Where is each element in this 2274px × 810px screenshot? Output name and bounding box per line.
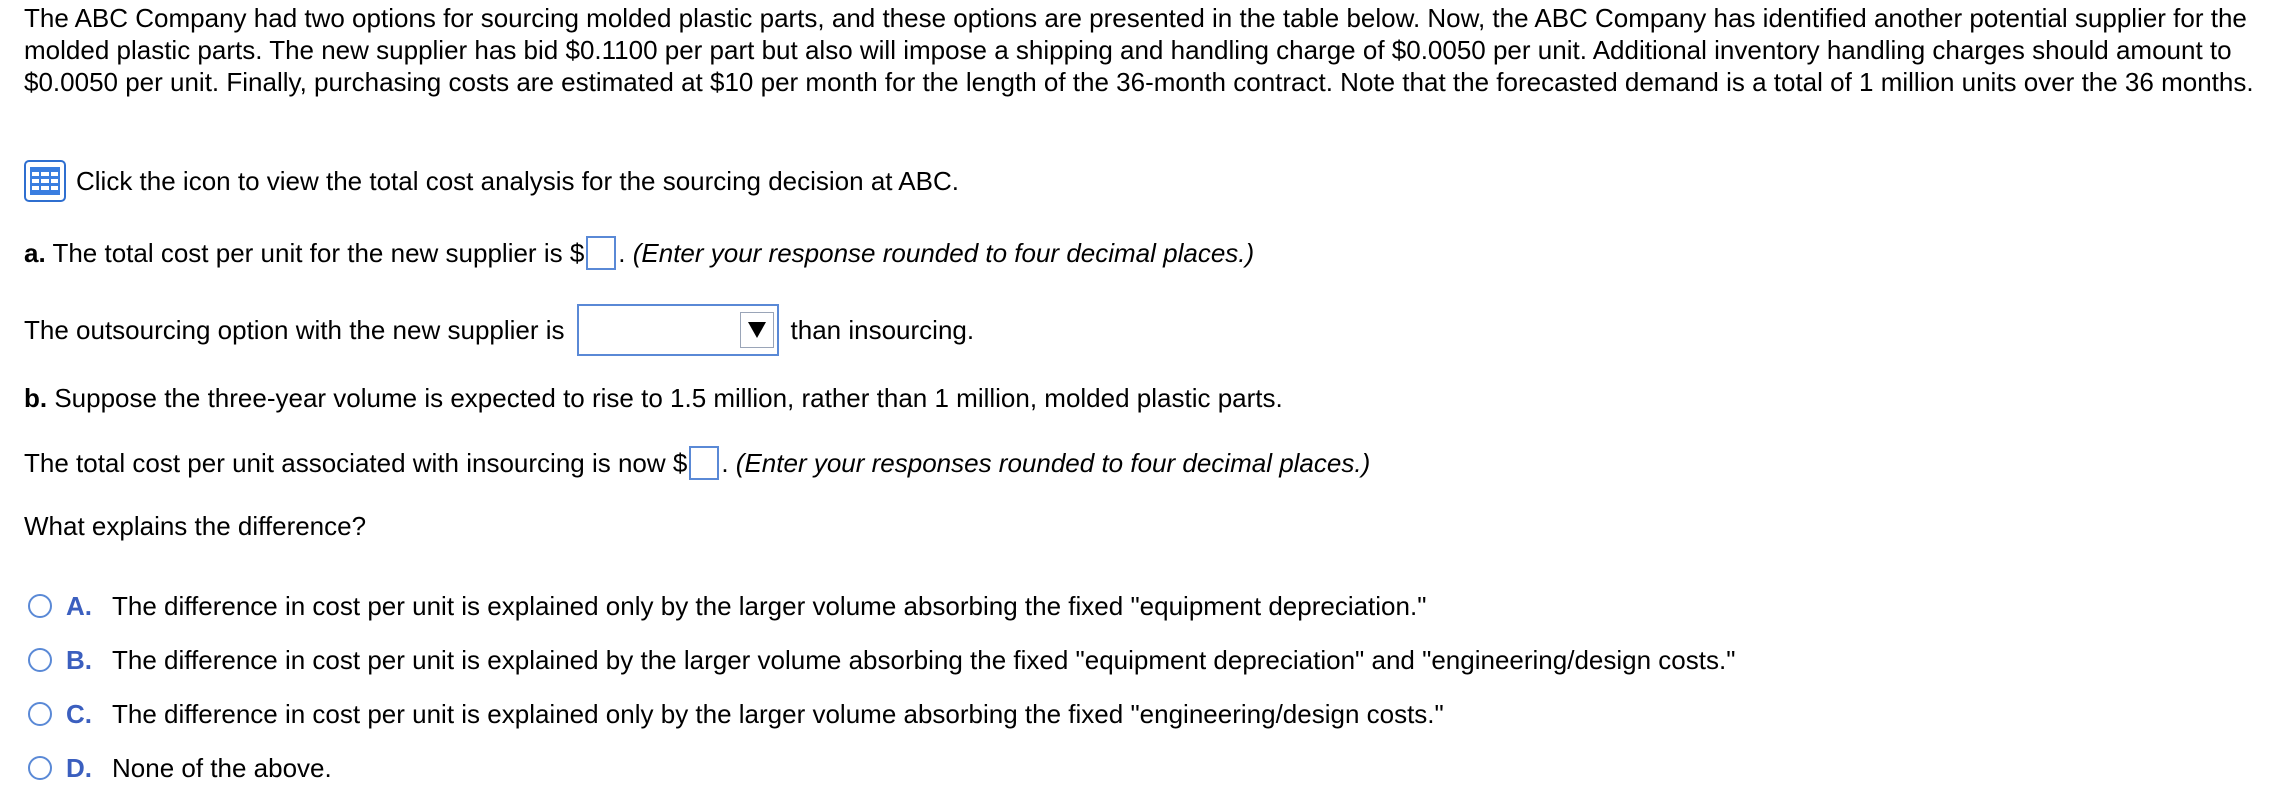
option-letter: C.	[66, 699, 92, 729]
option-d[interactable]	[28, 752, 332, 784]
option-c[interactable]	[28, 698, 1444, 730]
part-b-text: Suppose the three-year volume is expected to rise to 1.5 million, rather than 1 million, molded plastic parts.	[47, 383, 1283, 413]
option-text: The difference in cost per unit is explained only by the larger volume absorbing the fixed "equipment depreciation."	[112, 591, 1427, 621]
part-a-label: a.	[24, 238, 46, 268]
dropdown-arrow-icon[interactable]	[740, 312, 774, 348]
table-link-row	[24, 160, 959, 202]
insourcing-cost-hint: (Enter your responses rounded to four decimal places.)	[735, 448, 1371, 478]
insourcing-cost-prompt: The total cost per unit associated with insourcing is now $	[24, 448, 688, 478]
part-a-prompt: The total cost per unit for the new supplier is $	[45, 238, 585, 268]
part-a-hint: (Enter your response rounded to four decimal places.)	[632, 238, 1255, 268]
part-b-row	[24, 382, 1283, 414]
problem-statement: The ABC Company had two options for sourcing molded plastic parts, and these options are presented in the table below. Now, the ABC Company has identified another potential supplier for the molded plastic parts. The new supplier has bid $0.1100 per part but also will impose a shipping and handling charge of $0.0050 per unit. Additional inventory handling charges should amount to $0.0050 per unit. Finally, purchasing costs are estimated at $10 per month for the length of the 36-month contract. Note that the forecasted demand is a total of 1 million units over the 36 months.	[24, 3, 2254, 97]
outsourcing-prompt: The outsourcing option with the new supplier is	[24, 315, 565, 345]
outsourcing-comparison-select[interactable]	[577, 304, 779, 356]
question-text: What explains the difference?	[24, 511, 367, 541]
part-a-suffix: .	[618, 238, 633, 268]
option-text: The difference in cost per unit is explained only by the larger volume absorbing the fixed "engineering/design costs."	[112, 699, 1444, 729]
outsourcing-row	[24, 304, 974, 356]
option-a[interactable]	[28, 590, 1426, 622]
radio-button[interactable]	[28, 702, 52, 726]
radio-button[interactable]	[28, 648, 52, 672]
part-a-row	[24, 236, 1254, 270]
insourcing-cost-suffix: .	[721, 448, 736, 478]
option-b[interactable]	[28, 644, 1735, 676]
option-text: The difference in cost per unit is explained by the larger volume absorbing the fixed "equipment depreciation" and "engineering/design costs."	[112, 645, 1736, 675]
option-letter: D.	[66, 753, 92, 783]
outsourcing-suffix: than insourcing.	[790, 315, 975, 345]
option-letter: B.	[66, 645, 92, 675]
new-supplier-cost-input[interactable]	[586, 236, 616, 270]
radio-button[interactable]	[28, 756, 52, 780]
part-b-label: b.	[24, 383, 48, 413]
radio-button[interactable]	[28, 594, 52, 618]
question-row	[24, 510, 366, 542]
insourcing-cost-input[interactable]	[689, 446, 719, 480]
option-letter: A.	[66, 591, 92, 621]
table-link-text: Click the icon to view the total cost analysis for the sourcing decision at ABC.	[76, 166, 959, 196]
insourcing-cost-row	[24, 446, 1370, 480]
table-icon[interactable]	[24, 160, 66, 202]
option-text: None of the above.	[112, 753, 332, 783]
